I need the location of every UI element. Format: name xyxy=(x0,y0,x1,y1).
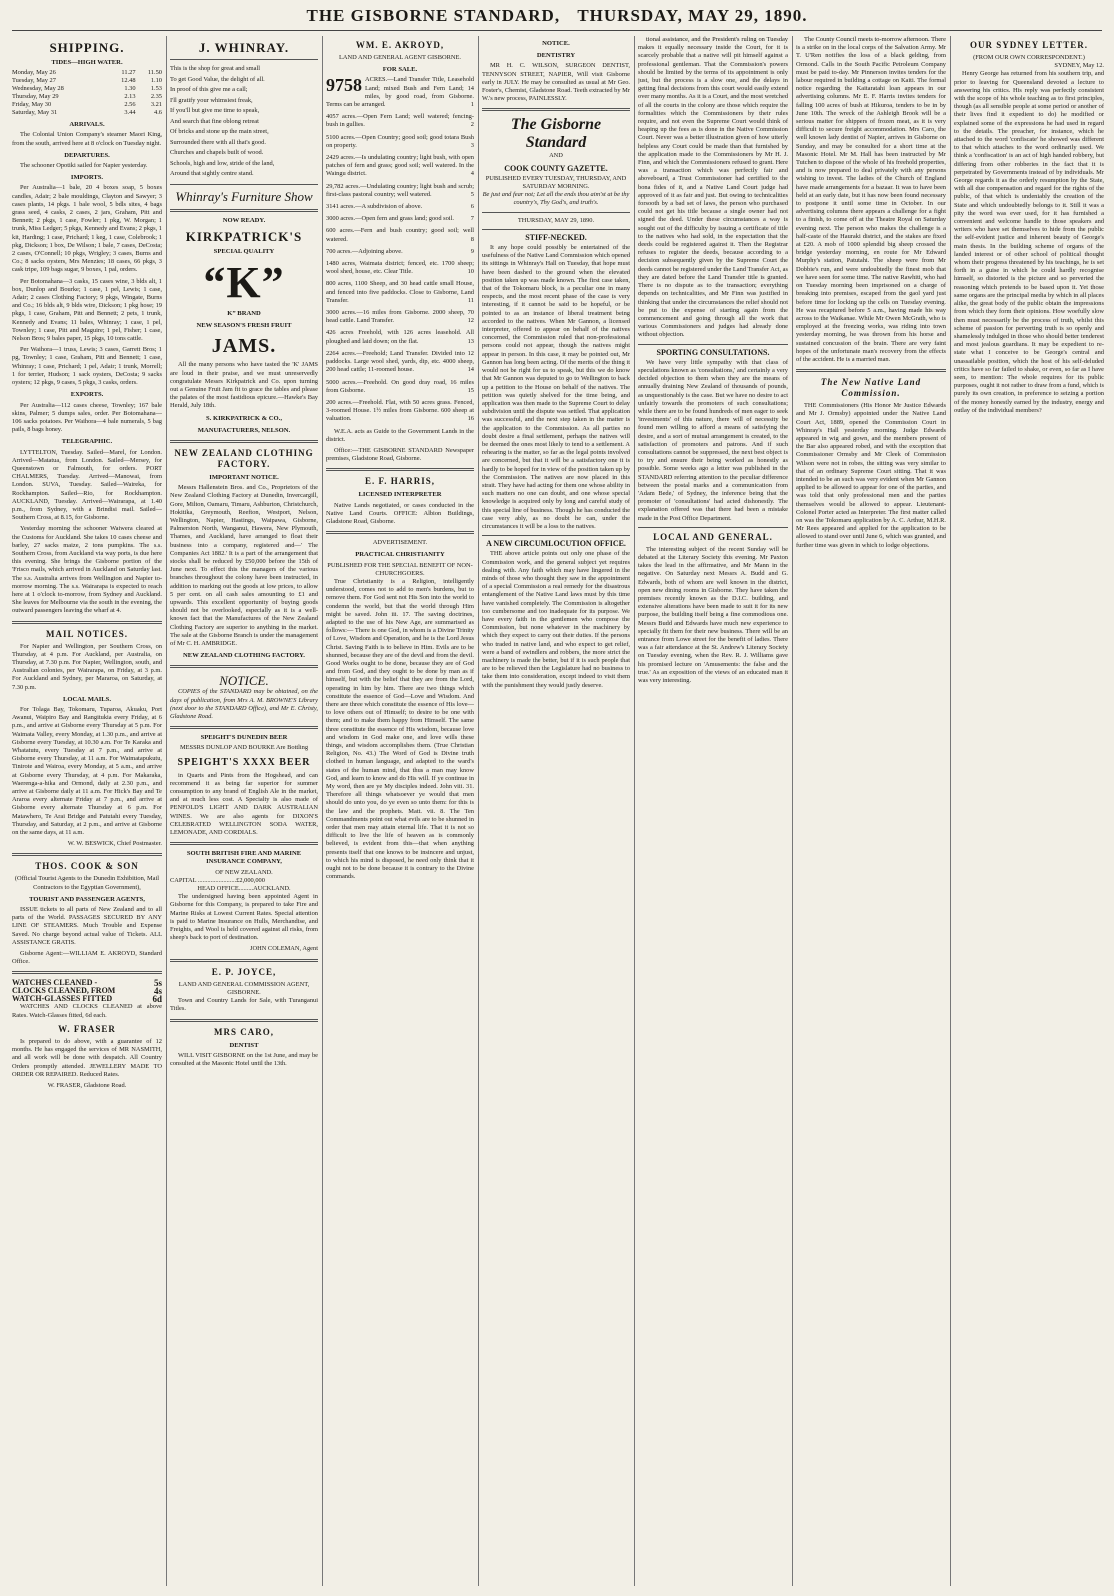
listing-item xyxy=(326,113,474,129)
masthead xyxy=(0,6,1114,26)
divider xyxy=(170,209,318,212)
tide-am: 2.13 xyxy=(124,93,136,101)
cook-subheading: TOURIST AND PASSENGER AGENTS, xyxy=(29,895,145,903)
editorial-date: THURSDAY, MAY 29, 1890. xyxy=(517,216,595,224)
listing-number: 11 xyxy=(467,296,474,304)
listing-number: 5 xyxy=(470,190,474,198)
poem-line: This is the shop for great and small xyxy=(170,65,260,72)
telegraphic-text: LYTTELTON, Tuesday. Sailed—Marel, for London. Arrived—Matatua, from London. Sailed—Mersey, for Queenstown or Falmouth, for orders. PORT CHALMERS, Tuesday. Arrived—Manowai, from London. SUVA, Tuesday. Sailed—Waireka, for Rockhampton. Sailed—Rio, for Rockhampton. AUCKLAND, Tuesday. Arrived—Wairarapa, at 1.40 p.m., from Sydney, with a Brindisi mail. Sailed—Southern Cross, at 8.15, for Gisborne. xyxy=(12,448,162,522)
masthead-paper-name: THE GISBORNE STANDARD, xyxy=(306,6,561,25)
kirkpatrick-text: All the many persons who have tasted the 'K' JAMS are loud in their praise, and we must unreservedly congratulate Messrs Kirkpatrick and Co. upon turning out a Genuine Fruit Jam fit to grace the tables and please the palates of the most fastidious epicure.—Hawke's Bay Herald, July 18th. xyxy=(170,361,318,410)
listing-item xyxy=(326,399,474,424)
furniture-show-title: Whinray's Furniture Show xyxy=(175,188,313,204)
k-brand-mark: “K” xyxy=(203,257,285,307)
native-commission-text: THE Commissioners (His Honor Mr Justice Edwards and Mr J. Ormsby) appointed under the Native Land Court Act, 1889, opened the Commission Court in Whinray's Hall yesterday morning. Judge Edwards appeared in wig and gown, and the members present of the Bar also appeared robed, and with the exception that Commissioner Ormsby and Mr Cleek of Commission Wilson were not in robes, the sitting was very similar to that of an ordinary Supreme Court sitting. That it was intended to be an such was very evident when Mr Gannon applied to be allowed to appear for one of the parties, and was told that only professional men and the parties themselves would be allowed to appear. Lieutenant-Colonel Porter acted as Interpreter. The first matter called on was the Tokomaru application by A. C. Arthur, M.H.R. Mr Rees appeared and applied for the application to be allowed to stand over until June 6, which was granted, and further time was given in which to lodge objections. xyxy=(796,402,946,549)
column-7 xyxy=(954,36,1104,1586)
notice-text: COPIES of the STANDARD may be obtained, on the days of publication, from Mrs A. M. BROWNE'S Library (next door to the STANDARD Office), and Mr E. Christy, Gladstone Road. xyxy=(170,688,318,721)
special-quality-label: SPECIAL QUALITY xyxy=(213,247,275,255)
mail-notices-heading: MAIL NOTICES. xyxy=(45,628,129,639)
column-1 xyxy=(12,36,162,1586)
poem-line: Around that sightly centre stand. xyxy=(170,170,254,177)
poem-line: Of bricks and stone up the main street, xyxy=(170,128,269,135)
insurance-office: HEAD OFFICE.........AUCKLAND. xyxy=(197,885,291,893)
divider xyxy=(482,108,630,111)
listing-number: 2 xyxy=(470,121,474,129)
nzcf-text: Messrs Hallenstein Bros. and Co., Proprietors of the New Zealand Clothing Factory at Dunedin, Invercargill, Gore, Milton, Oamaru, Timaru, Ashburton, Christchurch, Hokitika, Greymouth, Reefton, Westport, Nelson, Wellington, Napier, Hastings, Waipawa, Gisborne, Palmerston North, Wanganui, Hawera, New Plymouth, Thames, and Auckland, have arranged to float their business into a company, registered and—' The Companies Act 1882.' It is a part of the arrangement that stocks shall be reduced by £50,000 before the 15th of June next. To effect this the managers of the various branches throughout the colony have been instructed, in addition to marking out the goods at low prices, to allow 5 per cent. on all cash sales amounting to £1 and upwards. This excellent opportunity of buying goods should not be overlooked, especially as it is a well-known fact that the Manufactures of the New Zealand Clothing Factory are superior to anything in the market. The sale at the Gisborne Branch is under the management of Mr C. H. AMBRIDGE. xyxy=(170,484,318,647)
column-2 xyxy=(170,36,318,1586)
listing-number: 1 xyxy=(470,101,474,109)
tide-row xyxy=(12,85,162,93)
column-4 xyxy=(482,36,630,1586)
listing-number: 10 xyxy=(467,268,474,276)
listing-acreage: 9758 xyxy=(326,75,362,96)
tide-am: 11.27 xyxy=(121,69,136,77)
masthead-rule xyxy=(12,30,1102,31)
imports-text: Per Waihora—1 truss, Lewis; 3 cases, Garrett Bros; 1 pg, Townley; 1 case, Graham, Pitt and Bennett; 1 case, Whinray; 1 case, Prichard; 1 pel, Adair; 1 trunk, Morrell; 1 for terrier, Hudson; 1 sack oysters, DeCosta; 9 sacks oysters; 12 pkgs, 9 cases, 5 pkgs, 3 casks, orders. xyxy=(12,346,162,387)
price-label: CLOCKS CLEANED, FROM xyxy=(12,986,116,996)
price-value: 5s xyxy=(153,978,162,989)
advertisement-label: ADVERTISEMENT. xyxy=(372,539,428,547)
stiff-necked-text: It any hope could possibly be entertained of the usefulness of the Native Land Commission which opened its sittings in Whinray's Hall on Tuesday, that hope must have been dashed to the ground when the elevated position taken up was made known. The first case taken, that of the Tokomaru block, is a peculiar one in many respects, and the most recent phase of the case is very interesting, if it cannot be said to be hopeful, or be pointed to as an instance of liberal treatment being accorded to the natives. When Mr Gannon, a licensed interpreter, offered to appear on behalf of the natives concerned, the Commission ruled that non-professional persons could not appear, though the natives might appear in person. In this case, it may be pointed out, Mr Gannon has long been acting. Of the merits of the thing it would not be right for us to speak, but this we do know that Mr Gannon was deputed to go to Wellington to back up a petition to the House on behalf of the natives. The petition was quietly shelved for the time being, and application was then made to the Supreme Court to delay subdivision until the dispute was settled. That application was successful, and the next step taken in the matter is the application to the Commission. As all parties no doubt desire a final settlement, perhaps the natives will be deemed the ones most likely to tend to a settlement. A rehearing is the matter, so far as the legal points involved are concerned, but that it will be a satisfactory one it is hardly to be hoped for in view of the position taken up by the Commission. The natives are now placed in this strait. They have had acting for them one whose ability in such matters no one can doubt, and one whose special knowledge is acquired only by long and careful study of this special line of business. Though he has conducted the case very ably, as no doubt he can, under the circumstances it will be a loss to the natives. xyxy=(482,244,630,530)
tide-pm: 1.10 xyxy=(150,77,162,85)
nameplate-and: AND xyxy=(549,152,563,160)
harris-subheading: LICENSED INTERPRETER xyxy=(358,491,442,499)
caro-subheading: DENTIST xyxy=(229,1041,259,1049)
joyce-heading: E. P. JOYCE, xyxy=(211,966,277,977)
listing-text: 2429 acres.—Is undulating country; light bush, with open patches of fern and grass; good soil; well watered. In the Waingu district. xyxy=(326,154,474,178)
divider xyxy=(170,726,318,729)
poem-line: Schools, high and low, stride of the land, xyxy=(170,159,275,167)
listing-text: 426 acres Freehold, with 126 acres leasehold. All ploughed and laid down; on the flat. xyxy=(326,329,474,345)
tide-day: Thursday, May 29 xyxy=(12,93,59,101)
insurance-capital: CAPITAL ........................£2,000,000 xyxy=(170,876,265,884)
insurance-text: The undersigned having been appointed Agent in Gisborne for this Company, is prepared to take Fire and Marine Risks at Lowest Current Rates. Special attention is paid to Marine Insurance on Hulls, Merchandise, and Freights, and Wool is held covered against all risks, from sheep's back to port of destination. xyxy=(170,893,318,942)
divider xyxy=(326,468,474,471)
listing-text: 3000 acres.—Open fern and grass land; good soil. xyxy=(326,215,454,223)
insurance-agent: JOHN COLEMAN, Agent xyxy=(250,945,318,953)
nzcf-footer: NEW ZEALAND CLOTHING FACTORY. xyxy=(183,652,305,660)
listing-number: 8 xyxy=(470,235,474,243)
listing-text: 5000 acres.—Freehold. On good dray road, 16 miles from Gisborne. xyxy=(326,378,474,394)
listing-number: 3 xyxy=(470,141,474,149)
divider xyxy=(482,229,630,230)
listing-text: 2264 acres.—Freehold; Land Transfer. Divided into 12 paddocks. Large wool shed, yards, dip, etc. 4000 sheep, 200 head cattle; 11-roomed house. xyxy=(326,349,474,374)
imports-text: Per Botomahana—3 casks, 15 cases wine, 3 blds alt, 1 box, Dunlop and Bourke; 1 case, 1 pel, Lewis; 1 case, Adair; 2 cases Clothing Factory; 9 pkgs, Wingate, Burns and Co.; 16 blds alt, 9 blds wire, Dickson; 1 pkg hose; 19 pkgs, 1 case, Graham, Pitt and Bennett; 2 pets, 1 trunk, Kennedy and Evans; 11 bales, Whinray; 1 case, 1 pel, Townley; 1 case, Pitt and Maguire; 1 pel, Fisher; 1 case, Nelson Bros; 9 bales paper, 15 pkgs, 10 tons cattle. xyxy=(12,277,162,343)
divider xyxy=(170,184,318,185)
listing-text: 5100 acres.—Open Country; good soil; good totara Bush on property. xyxy=(326,133,474,149)
tide-day: Monday, May 26 xyxy=(12,69,56,77)
editorial-continued: tional assistance, and the President's ruling on Tuesday makes it equally necessary inside the Court, for it is scarcely probable that a native will pit himself against a professional gentleman. That the Commission's powers should be limited by the terms of its appointment is only just, but the process is a slow one, and the delays in getting final decisions from this court would easily extend over many months. As it is a Court, and the most wretched of all the courts in the colony are those which require the formalities which the Commissioners by their rules require, and not even the Supreme Court would think of heaping up the fees as is done in the Native Commission Court. Never was a better illustration given of how utterly helpless any Court could be made than that furnished by the application made to the Commissioners by Mr H. J. Finn, and which the Commissioners refused to grant. Here was a transaction which was perfectly fair and aboveboard, a Trust Commissioner had certified to the bona fides of it, and a Native Land Court judge had approved of it as fair and just. But owing to technicalities forsooth by a bad set of laws, the person who purchased could not get his title because a single owner had not signed the deed. Under these circumstances a way is sought out of the difficulty by issuing a certificate of title to the natives who had sold, in the expectation that the deeds could be registered against it. Then the Registrar refuses to register the deeds, because according to a decision subsequently given by the Supreme Court the deeds cannot be registered under the Land Transfer Act, as they are dated before the Land Transfer title is granted. There is no dispute as to the transaction; everything depends on technicalities, and Mr Finn was justified in thinking that under the circumstances the relief should not be put to the expense of starting again from the commencement and going through all the work that various Commissioners and judges had already done without objection. xyxy=(638,36,788,339)
listing-number: 14 xyxy=(467,366,474,374)
departures-text: The schooner Opotiki sailed for Napier yesterday. xyxy=(20,162,148,170)
divider xyxy=(12,853,162,856)
land-listings xyxy=(326,76,474,423)
listing-item xyxy=(326,134,474,150)
listing-text: ACRES.—Land Transfer Title, Leasehold Land; mixed Bush and Fern Land; 14 miles, by good road, from Gisborne. Terms can be arranged. xyxy=(326,76,474,109)
mail-text: For Napier and Wellington, per Southern Cross, on Thursday, at 4 p.m. For Auckland, per Australia, on Thursday, at 7.30 p.m. For Napier, Wellington, south, and Australian colonies, per Wairarapa, on Friday, at 3 p.m. For Auckland and Sydney, per Mararoa, on Saturday, at 7.30 p.m. xyxy=(12,642,162,691)
motto: Be just and fear not; Let all the ends thou aim'st at be thy country's, Thy God's, and truth's. xyxy=(482,191,630,207)
akroyd-note: W.E.A. acts as Guide to the Government Lands in the district. xyxy=(326,427,474,443)
newspaper-nameplate: The Gisborne Standard xyxy=(510,116,602,152)
akroyd-office: Office:—THE GISBORNE STANDARD Newspaper premises, Gladstone Road, Gisborne. xyxy=(326,446,474,463)
listing-number: 6 xyxy=(470,203,474,211)
column-divider xyxy=(792,36,793,1586)
listing-text: 700 acres.—Adjoining above. xyxy=(326,247,403,255)
tide-day: Saturday, May 31 xyxy=(12,109,58,117)
speight-subheading: MESSRS DUNLOP AND BOURKE Are Bottling xyxy=(179,744,309,752)
tide-am: 3.44 xyxy=(124,109,136,117)
poem-line: And search that fine oblong retreat xyxy=(170,117,259,125)
local-mails-heading: LOCAL MAILS. xyxy=(63,695,111,703)
column-5 xyxy=(638,36,788,1586)
sporting-text: We have very little sympathy with that class of speculations known as 'consultations,' and certainly a very decided objection to them when they are the means of annually draining New Zealand of thousands of pounds, as unquestionably is the case. But we have no desire to act unfairly towards the promoters of such consultations; while there are to be found hundreds of men eager to seek 'investments' of this nature, there will of necessity be found men willing to afford a means of satisfying the desire, and a sort of mutual arrangement is created, to the satisfaction of promoters and patrons. And if such consultations cannot be suppressed, the next best object is to try and ensure their being worked as honestly as possible. Some weeks ago a letter was published in the STANDARD referring attention to the peculiar difference between the postal marks and a communication from 'Adam Bede,' of Sydney, the inference being that the promoter of 'consultations' had acted dishonestly. The explanation offered was that there had been a mistake made in the Post Office Department. xyxy=(638,358,788,522)
cook-agent: Gisborne Agent:—WILLIAM E. AKROYD, Standard Office. xyxy=(12,950,162,966)
listing-item xyxy=(326,350,474,375)
listing-text: 600 acres.—Fern and bush country; good soil; well watered. xyxy=(326,227,474,243)
telegraphic-text: Yesterday morning the schooner Waiwera cleared at the Customs for Auckland. She takes 10 cases cheese and barley, 27 sacks maize, 2 tons pumpkins. The s.s. Southern Cross, from Auckland via way ports, is due here this evening. She brings the Gisborne portion of the 'Frisco mails, which arrived in Auckland on Saturday last. The s.s. Australia arrives from Wellington and Napier to-morrow morning. The s.s. Wairarapa is expected to reach here at 1 o'clock to-morrow, from Sydney and Auckland. She leaves for Melbourne via the south in the evening, the outward passengers leaving the wharf at 4. xyxy=(12,525,162,615)
divider xyxy=(638,527,788,528)
sydney-letter-date: SYDNEY, May 12. xyxy=(1054,62,1104,70)
listing-number: 13 xyxy=(467,337,474,345)
kirkpatrick-company: S. KIRKPATRICK & CO., xyxy=(206,414,282,422)
jams-heading: JAMS. xyxy=(211,335,277,358)
listing-item xyxy=(326,379,474,395)
local-general-heading: LOCAL AND GENERAL. xyxy=(653,531,773,542)
listing-number: 16 xyxy=(467,415,474,423)
listing-item xyxy=(326,248,474,256)
notice-heading: NOTICE. xyxy=(542,40,570,47)
exports-heading: EXPORTS. xyxy=(70,391,104,399)
tide-row xyxy=(12,109,162,117)
exports-text: Per Australia—112 cases cheese, Townley; 167 bale skins, Palmer; 5 dumps sales, order. Per Botomahana—106 sacks potatoes. Per Waihora—4 bale numerals, 5 bag pails, 8 bags honey. xyxy=(12,401,162,434)
dentist-text: MR H. C. WILSON, SURGEON DENTIST, TENNYSON STREET, NAPIER, Will visit Gisborne early in JULY. He may be consulted as usual at Mr Geo. Foster's, Chemist, Gladstone Road. Teeth extracted by Mr W.'s new process, PAINLESSLY. xyxy=(482,62,630,103)
divider xyxy=(326,531,474,534)
speight-heading: SPEIGHT'S DUNEDIN BEER xyxy=(200,734,288,742)
joyce-text: Town and Country Lands for Sale, with Turanganui Titles. xyxy=(170,997,318,1013)
imports-heading: IMPORTS. xyxy=(70,174,104,182)
akroyd-heading: WM. E. AKROYD, xyxy=(355,40,445,50)
practical-subheading: PUBLISHED FOR THE SPECIAL BENEFIT OF NON-CHURCHGOERS. xyxy=(327,561,473,577)
column-3 xyxy=(326,36,474,1586)
speight-text: in Quarts and Pints from the Hogshead, and can recommend it as being far superior for summer consumption to any brand of English Ale in the market, and at much less cost. A Specialty is also made of PENFOLD'S LIGHT AND DARK AUSTRALIAN WINES. We are also agents for DIXON'S CELEBRATED WELLINGTON SODA WATER, LEMONADE, AND CORDIALS. xyxy=(170,771,318,837)
tide-pm: 3.21 xyxy=(150,101,162,109)
caro-heading: MRS CARO, xyxy=(214,1026,274,1037)
tide-pm: 1.53 xyxy=(150,85,162,93)
poem-line: Churches and chapels built of wood. xyxy=(170,149,264,156)
publication-schedule: PUBLISHED EVERY TUESDAY, THURSDAY, AND SATURDAY MORNING. xyxy=(485,174,627,191)
price-label: WATCH-GLASSES FITTED xyxy=(12,994,113,1004)
divider xyxy=(170,1019,318,1022)
listing-text: 4057 acres.—Open Fern Land; well watered; fencing-bush in gullies. xyxy=(326,113,474,129)
harris-text: Native Lands negotiated, or cases conducted in the Native Land Courts. OFFICE: Albion Buildings, Gladstone Road, Gisborne. xyxy=(326,501,474,525)
harris-heading: E. F. HARRIS, xyxy=(365,476,435,487)
practical-heading: PRACTICAL CHRISTIANITY xyxy=(355,551,445,559)
native-commission-heading: The New Native Land Commission. xyxy=(820,377,922,399)
listing-item xyxy=(326,280,474,305)
tides-heading: TIDES—HIGH WATER. xyxy=(51,59,123,66)
listing-item xyxy=(326,183,474,199)
akroyd-subheading: LAND AND GENERAL AGENT GISBORNE. xyxy=(339,54,461,61)
insurance-subheading: OF NEW ZEALAND. xyxy=(215,868,273,876)
poem-line: Surrounded there with all that's good. xyxy=(170,138,266,146)
kirkpatrick-heading: KIRKPATRICK'S xyxy=(185,228,303,244)
price-row xyxy=(12,995,162,1003)
listing-item xyxy=(326,215,474,223)
listing-number: 15 xyxy=(467,386,474,394)
listing-item xyxy=(326,154,474,179)
price-value: 4s xyxy=(153,986,162,997)
tide-am: 12.48 xyxy=(121,77,136,85)
column-divider xyxy=(634,36,635,1586)
cook-heading: THOS. COOK & SON xyxy=(35,861,139,872)
speight-beer-title: SPEIGHT'S XXXX BEER xyxy=(177,756,311,768)
watch-price-list xyxy=(12,979,162,1003)
telegraphic-heading: TELEGRAPHIC. xyxy=(61,438,113,446)
postmaster-signature: W. W. BESWICK, Chief Postmaster. xyxy=(67,840,162,848)
listing-number: 12 xyxy=(467,317,474,325)
nzcf-heading: NEW ZEALAND CLOTHING FACTORY. xyxy=(174,447,314,469)
fraser-heading: W. FRASER xyxy=(58,1023,116,1034)
whinray-poem xyxy=(170,64,318,180)
tide-row xyxy=(12,77,162,85)
local-general-text: The interesting subject of the recent Sunday will be debated at the Literary Society this evening. Mr Paxton takes the lead in the affirmative, and Mr Mann in the negative. On Saturday next Messrs A. Budd and G. Edwards, both of whom are well known in the district, open new dining rooms in Gisborne. They have taken the premises recently known as the D.I.C. building, and extensive alterations have been made to suit it for its new purpose, the building itself being a fine commodious one. Messrs Budd and Edwards have much new experience to specially fit them for their new business. There will be an entrance from Lowe street for the benefit of ladies. There was a fair attendance at the St. Andrew's Literary Society on Tuesday evening, when the Rev. R. J. Williams gave his promised lecture on 'Amusements: the false and the true.' As an exposition of the views of an educated man it was very interesting. xyxy=(638,545,788,685)
divider xyxy=(482,535,630,536)
listing-item xyxy=(326,227,474,243)
arrivals-heading: ARRIVALS. xyxy=(69,121,105,129)
price-value: 6d xyxy=(152,994,162,1005)
masthead-date: THURSDAY, MAY 29, 1890. xyxy=(577,6,808,25)
mail-text: For Tolaga Bay, Tokomaru, Tuparoa, Akuaku, Port Awanui, Waipiro Bay and Rangitukia every Friday, at 6 p.m., and arrive at Gisborne every Thursday at 5 p.m. For Waimata Valley, every Monday, at 1.30 p.m., and arrive at Gisborne every Tuesday, at 10.30 a.m. For Te Karaka and Whatatutu, every Tuesday at 7 p.m., and arrive at Gisborne every Thursday, at 11 a.m. For Waimatapukutu, Tinirote and Wairoa, every Monday, at 5 a.m., and arrive at Gisborne every Thursday, at 4 p.m. For Makaraka, Waerenga-a-hika and Ormond, daily at 2.30 p.m., and arrive at Gisborne daily at 11 a.m. For Hick's Bay and Te Araroa every alternate Friday at 7 p.m., and arrive at Gisborne every alternate Thursday at 6 p.m. For Matawhero, Te Arai Bridge and Patutahi every Tuesday, Thursday, and Saturday, at 2 p.m., and arrive at Gisborne on the same days, at 11 a.m. xyxy=(12,706,162,837)
divider xyxy=(170,842,318,845)
poem-line: In proof of this give me a call; xyxy=(170,86,248,93)
tide-row xyxy=(12,101,162,109)
column-divider xyxy=(478,36,479,1586)
k-brand-label: K” BRAND xyxy=(227,309,261,317)
tide-am: 1.30 xyxy=(124,85,136,93)
circumlocution-text: THE above article points out only one phase of the Commission work, and the general subject yet requires dealing with. Any faith which may have lingered in the minds of those who thought they saw in the appointment of a special Commission a real remedy for the disastrous entanglement of the Native Land laws must by this time have vanished completely. The Commission is altogether too cumbersome and too inadequate for its purpose. We have every faith in the gentlemen who compose the Commission, but none whatever in the machinery by which they expect to carry out their duties. If the persons who traded in native land, and who expect to get relief, were a band of swindlers and robbers, the more strict the machinery is made the better, but if it is such people that are to be relieved then the Legislature had no business to take them into consideration, except indeed to visit them with the punishment they would justly deserve. xyxy=(482,550,630,689)
tide-pm: 4.6 xyxy=(154,109,162,117)
sydney-letter-subheading: (FROM OUR OWN CORRESPONDENT.) xyxy=(973,54,1085,61)
joyce-subheading: LAND AND GENERAL COMMISSION AGENT, GISBORNE. xyxy=(178,980,310,996)
divider xyxy=(796,369,946,372)
column-6 xyxy=(796,36,946,1586)
listing-text: 1480 acres, Waimata district; fenced, etc. 1700 sheep; wool shed, house, etc. Clear Title. xyxy=(326,260,474,276)
listing-item xyxy=(326,76,474,109)
tides-table xyxy=(12,69,162,117)
kirkpatrick-company: MANUFACTURERS, NELSON. xyxy=(197,426,291,434)
insurance-heading: SOUTH BRITISH FIRE AND MARINE INSURANCE COMPANY, xyxy=(186,850,302,866)
listing-number: 9 xyxy=(470,247,474,255)
listing-text: 800 acres, 1100 Sheep, and 30 head cattle small House, and fenced into five paddocks. Close to Gisborne, Land Transfer. xyxy=(326,280,474,304)
fraser-text: Is prepared to do above, with a guarantee of 12 months. He has engaged the services of MR NASMITH, and all work will be done with despatch. All Country Orders promptly attended. JEWELLERY MADE TO ORDER OR REPAIRED. Reduced Rates. xyxy=(12,1037,162,1078)
now-ready-label: NOW READY. xyxy=(222,216,266,224)
listing-item xyxy=(326,260,474,276)
listing-item xyxy=(326,329,474,345)
new-season-label: NEW SEASON'S FRESH FRUIT xyxy=(196,322,292,330)
stiff-necked-heading: STIFF-NECKED. xyxy=(525,232,587,242)
price-label: WATCHES CLEANED - xyxy=(12,978,98,988)
poem-line: To get Good Value, the delight of all. xyxy=(170,75,265,83)
listing-number: 4 xyxy=(470,170,474,178)
practical-text: True Christianity is a Religion, intelligently understood, comes not to add to men's burdens, but to remove them. For God sent not His Son into the world to condemn the world, but that the world through Him might be saved. John iii. 17. The saving doctrines, adapted to the use of his New Age, are summarised as follows:— There is one God, in whom is a Divine Trinity of Love, Wisdom and Operation, and he is the Lord Jesus Christ. Saving Faith is to believe in Him. Evils are to be shunned, because they are of the devil and from the devil. Good Works ought to be done, because they are of God and from God, and they ought to be done by man as if himself, but with the belief that they are from the Lord, operating in him by him. There are two things which constitute the essence of God—Love and Wisdom. And there are three which constitute the essence of His love—to love others out of Himself; to desire to be one with them; and to make them happy from Himself. The same three constitute the essence of His wisdom, because love and wisdom in God make one, and love wills these things, and wisdom accomplishes them. (True Christian Religion, No. 43.) The Word of God is Divine truth clothed in human language, and adapted to the ward's states of the human mind, that thus a man may know God, and learn to know and do His will. If ye continue in My word, then are ye My disciples indeed. John viii. 31. Therefore all things whatsoever ye would that men should do unto you, do ye even so unto them: for this is the law and the prophets. Matt. vii. 8. The Ten Commandments point out what evils are to be shunned in order that men may attain eternal life. That it is not so difficult to live the life of heaven as is commonly believed, is evident from this—that when anything presents itself that one knows to be insincere and unjust, to which his mind is disposed, he need only think that it ought not to be done because it is contrary to the Divine commands. xyxy=(326,577,474,881)
cook-subheading: (Official Tourist Agents to the Dunedin Exhibition, Mail Contractors to the Egyptian Government), xyxy=(14,875,160,891)
local-general-continued: The County Council meets to-morrow afternoon. There is a strike on in the local corps of the Salvation Army. Mr T. U'Ren notifies the loss of a black gelding, from Ormond. Calls in the South Pacific Petroleum Company must be paid to-day. Mr Pinnerson invites tenders for the labour required in building a cottage on Kaiti. The formal notice regarding the Kaitaratahi loan appears in our advertising columns. Mr E. F. Harris invites tenders for falling 100 acres of bush at Hikuroa, tenders to be in by June 10th. The wreck of the Ashleigh Brook will be a serious matter for shippers of frozen meat, as it is very difficult to secure freight accommodation. Mrs Caro, the well known lady dentist of Napier, arrives in Gisborne on Sunday, and may be consulted for a short time at the Masonic Hotel. Mr M. Hall has been instructed by Mr Tutchen to dispose of the whole of his freehold properties, and is now prepared to deal privately with any persons wishing to invest. The ladies of the Church of England have made arrangements for a bazaar. It was to have been held at an early date, but it has now been found necessary to postpone it until some time in October. In our advertising columns there appears a challenge for a fight to a finish, to come off at the Theatre Royal on Saturday evening next. The person who makes the challenge is a half-caste of the Hauraki district, and the stakes are fixed at £20. A mob of 1000 splendid big sheep crossed the bridge yesterday morning, en route for Mr Edward Murphy's station, Patutahi. The sheep were from Mr Dobbie's run, and were undoubtedly the finest mob that we have seen for some time. The native Rawhiti, who had on Tuesday morning been imprisoned on a charge of breaking into premises, escaped from the gaol yard just before time for locking up the cells on Tuesday evening. He was recaptured before 5 a.m., having made his way across to the Waikanae. While Mr Owen McGrath, who is employed at the freezing works, was riding into town yesterday morning, he was thrown from his horse and sustained concussion of the brain. There are very faint hopes of the unfortunate man's recovery from the effects of the accident. He is a married man. xyxy=(796,36,946,363)
divider xyxy=(482,212,630,213)
imports-text: Per Australia—1 bale, 20 4 boxes soap, 5 boxes candles, Adair; 2 bale mouldings, Clayton and Sawyer; 3 cases plants, 14 pkgs. 1 bale wool, 5 bdls sites, 4 bags grass seed, 4 casks, 2 cases, 2 jars, Graham, Pitt and Bennett; 2 pkgs, 1 case, Fowler; 1 pkg, W. Morgan; 1 trunk, Miss Ledger; 5 pkgs, Kennedy and Evans; 2 pkgs, 1 kit, Harding; 1 case, Prichard; 1 keg, 1 case, Colebrook; 1 pkg, Dickson; 1 box, De Wilson; 1 bale, 7 cases, DeCosta; 2 cases, O'Connell; 10 pkgs, Wrigley; 3 cases, Burns and Co.; 8 sacks oysters, Mrs Menzies; 18 cases, 66 pkgs, 3 cask tripe, 109 bags sugar, 9 boxes, 1 pal, orders. xyxy=(12,184,162,274)
listing-item xyxy=(326,309,474,325)
sydney-letter-text: Henry George has returned from his southern trip, and prior to leaving for Queensland devoted a lecture to answering his critics. His reply was perfectly consistent with the scope of his whole teaching as to first principles, though (as all sensible people at some period or another of their lives find it expedient to do) he modified or explained some of the expressions he had used in regard to the details. The preacher, for instance, which he attached to the word 'confiscate' he showed was different to that which attaches to the word ordinarily used. We think a 'confiscation' is an act of high handed robbery, but differing from other robberies in the fact that it is perpetrated by Governments instead of by individuals. Mr George regards it as the orderly resumption by the State, with all due compensation and regard for the rights of the public, of that which is undeniably the creation of the State and which undoubtedly belongs to it. Still it was a pity the word was ever used, for it has furnished a convenient and welcome handle to those speakers and writers who have set themselves to hide from the public the self-evident justice and inherent beauty of George's main thesis. In the building scheme of organs of the landed interest or of other school of political thought whom their progress threatened by his teachings, he is set forth in a guise in which he could hardly recognise himself, so distorted is the picture and so perverted the reasoning which pretends to be based upon it. Yet those same organs are the principal media by which in all places alike, the great body of the public obtain the impressions from which they form their opinions. How woefully slow then must necessarily be the process of truth, whilst this scheme of passion for perverting truth is so openly and shamelessly indulged in those who should better tenderest and most jealous guardians. It may be expedient to re-state what I conceive to be George's central and unassailable position, which the host of his self-deluded critics have so far failed to shake, or even, so far as I have seen, to mention: The whole requires for its public purposes, ought it not rather to draw from a fund, which is purely its own creation, in preference to seizing a portion of the money honestly earned by the industry, energy and outlay of the individual members? xyxy=(954,70,1104,414)
nameplate-subtitle: COOK COUNTY GAZETTE. xyxy=(504,163,608,173)
tide-day: Friday, May 30 xyxy=(12,101,52,109)
column-divider xyxy=(950,36,951,1586)
divider xyxy=(12,621,162,624)
circumlocution-heading: A NEW CIRCUMLOCUTION OFFICE. xyxy=(486,539,626,549)
whinray-heading: J. WHINRAY. xyxy=(198,40,290,55)
for-sale-heading: FOR SALE. xyxy=(382,66,418,74)
divider xyxy=(638,344,788,345)
divider xyxy=(170,59,318,60)
column-divider xyxy=(322,36,323,1586)
fraser-address: W. FRASER, Gladstone Road. xyxy=(47,1081,127,1089)
sporting-heading: SPORTING CONSULTATIONS. xyxy=(656,347,770,357)
arrivals-text: The Colonial Union Company's steamer Maori King, from the south, arrived here at 8 o'clock on Tuesday night. xyxy=(12,131,162,147)
watch-text: WATCHES AND CLOCKS CLEANED at above Rates. Watch-Glasses fitted, 6d each. xyxy=(12,1003,162,1019)
cook-text: ISSUE tickets to all parts of New Zealand and to all parts of the World. PASSAGES SECURED BY ANY LINE OF STEAMERS. Much Trouble and Expense Saved. No charge beyond actual value of Tickets. ALL ASSISTANCE GRATIS. xyxy=(12,906,162,946)
nzcf-notice: IMPORTANT NOTICE. xyxy=(209,473,279,481)
divider xyxy=(170,665,318,668)
sydney-letter-heading: OUR SYDNEY LETTER. xyxy=(970,40,1088,50)
departures-heading: DEPARTURES. xyxy=(64,151,110,159)
listing-number: 7 xyxy=(470,215,474,223)
tide-pm: 2.35 xyxy=(150,93,162,101)
tide-am: 2.56 xyxy=(124,101,136,109)
listing-text: 200 acres.—Freehold. Flat, with 50 acres grass. Fenced, 3-roomed House. 1½ miles from Gisborne. 600 sheep at valuation. xyxy=(326,398,474,423)
tide-day: Wednesday, May 28 xyxy=(12,85,64,93)
tide-pm: 11.50 xyxy=(147,69,162,77)
listing-text: 29,782 acres.—Undulating country; light bush and scrub; first-class pastoral country; well watered. xyxy=(326,182,474,198)
divider xyxy=(12,971,162,974)
caro-text: WILL VISIT GISBORNE on the 1st June, and may be consulted at the Masonic Hotel until the 13th. xyxy=(170,1051,318,1067)
shipping-heading: SHIPPING. xyxy=(49,40,125,55)
dentistry-heading: DENTISTRY xyxy=(536,52,576,60)
listing-item xyxy=(326,203,474,211)
tide-row xyxy=(12,93,162,101)
tide-row xyxy=(12,69,162,77)
column-divider xyxy=(166,36,167,1586)
listing-text: 3141 acres.—A subdivision of above. xyxy=(326,203,423,211)
tide-day: Tuesday, May 27 xyxy=(12,77,56,85)
notice-heading: NOTICE. xyxy=(219,673,269,689)
listing-text: 3000 acres.—16 miles from Gisborne. 2000 sheep, 70 head cattle. Land Transfer. xyxy=(326,309,474,325)
divider xyxy=(170,959,318,962)
poem-line: If you'll but give me time to speak, xyxy=(170,107,260,114)
divider xyxy=(170,440,318,443)
poem-line: I'll gratify your whimsiest freak, xyxy=(170,96,253,104)
